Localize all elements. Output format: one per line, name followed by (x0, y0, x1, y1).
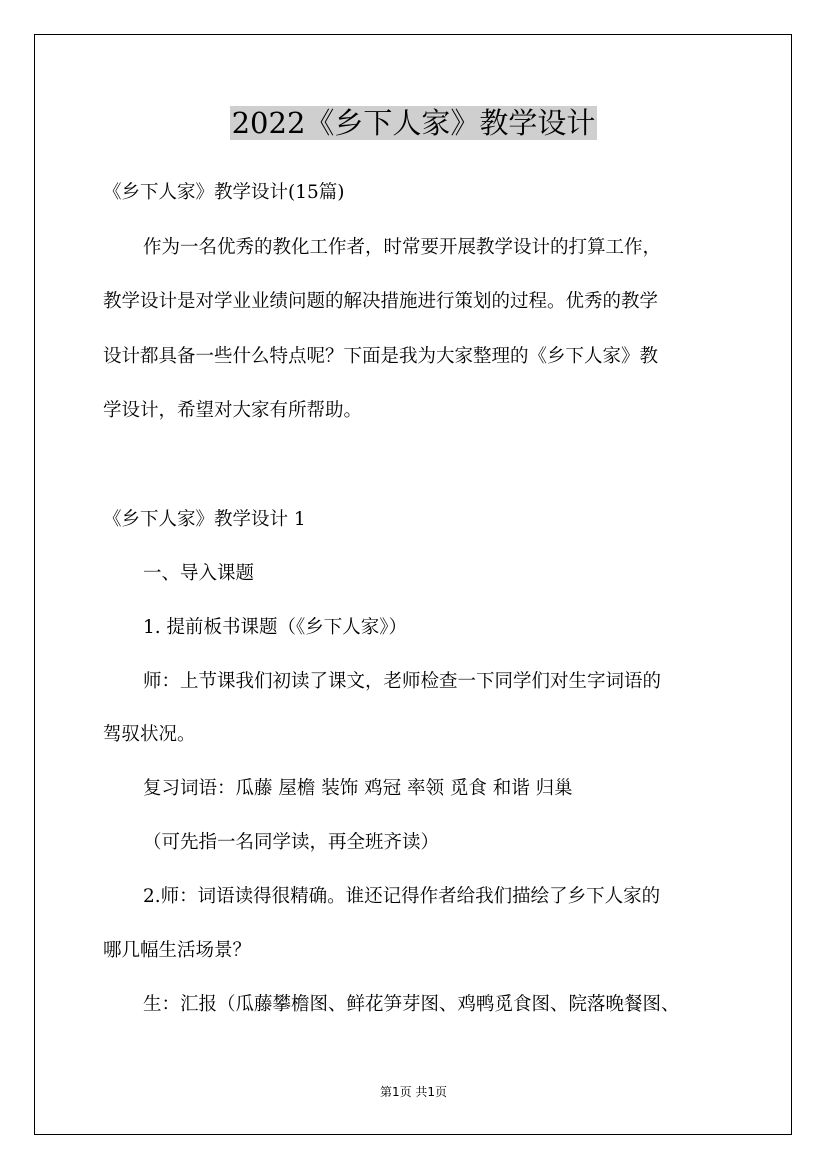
paragraph-line: 哪几幅生活场景？ (103, 940, 252, 961)
paragraph-line: 师：上节课我们初读了课文，老师检查一下同学们对生字词语的 (143, 671, 662, 692)
document-title-text: 2022《乡下人家》教学设计 (231, 106, 596, 140)
paragraph-line: 设计都具备一些什么特点呢？下面是我为大家整理的《乡下人家》教 (103, 346, 659, 367)
paragraph-line: 教学设计是对学业业绩问题的解决措施进行策划的过程。优秀的教学 (103, 291, 659, 312)
paragraph-line: 复习词语：瓜藤 屋檐 装饰 鸡冠 率领 觅食 和谐 归巢 (143, 778, 573, 799)
paragraph-line: 生：汇报（瓜藤攀檐图、鲜花笋芽图、鸡鸭觅食图、院落晚餐图、 (143, 994, 680, 1015)
paragraph-line: 驾驭状况。 (103, 724, 196, 745)
section-heading: 《乡下人家》教学设计 1 (103, 509, 306, 530)
subtitle-line: 《乡下人家》教学设计(15篇) (103, 182, 345, 203)
paragraph-line: 2.师：词语读得很精确。谁还记得作者给我们描绘了乡下人家的 (143, 886, 661, 907)
paragraph-line: （可先指一名同学读，再全班齐读） (143, 832, 440, 853)
paragraph-line: 1. 提前板书课题（《乡下人家》） (143, 617, 408, 638)
paragraph-line: 学设计，希望对大家有所帮助。 (103, 400, 363, 421)
document-title (0, 104, 827, 142)
subsection-heading: 一、导入课题 (143, 563, 255, 584)
page-footer: 第1页 共1页 (379, 1085, 448, 1099)
paragraph-line: 作为一名优秀的教化工作者，时常要开展教学设计的打算工作， (143, 237, 662, 258)
